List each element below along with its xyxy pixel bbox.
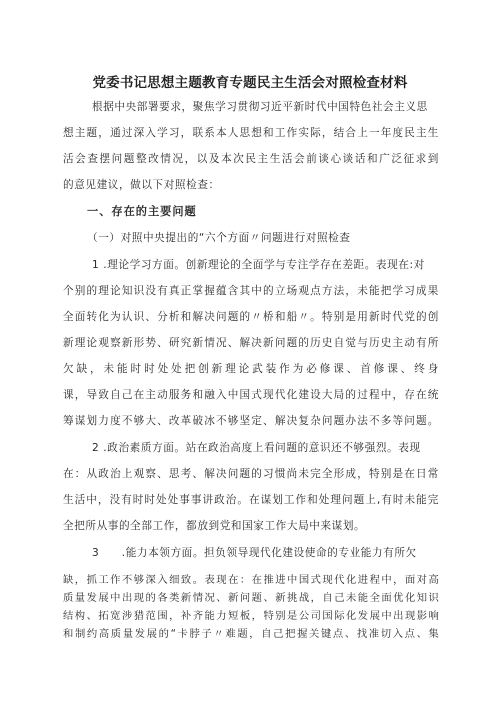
body-line: 在：从政治上观察、思考、解决问题的习惯尚未完全形成，特别是在日常 bbox=[63, 468, 439, 480]
body-line: 的意见建议，做以下对照检查： bbox=[63, 179, 220, 191]
body-line: 1 .理论学习方面。创新理论的全面学与专注学存在差距。表现在:对 bbox=[92, 259, 425, 271]
body-line: 个别的理论知识没有真正掌握蕴含其中的立场观点方法，未能把学习成果 bbox=[63, 285, 439, 297]
body-line: 缺，抓工作不够深入细致。表现在：在推进中国式现代化进程中，面对高 bbox=[63, 574, 439, 586]
body-line: 想主题，通过深入学习，联系本人思想和工作实际，结合上一年度民主生 bbox=[63, 127, 439, 139]
section-heading: 一、存在的主要问题 bbox=[87, 205, 197, 218]
subsection-heading: （一）对照中央提出的“六个方面〃问题进行对照检查 bbox=[87, 232, 351, 244]
body-line: 欠缺，未能时时处处把创新理论武装作为必修课、首修课、终身 bbox=[63, 363, 439, 375]
body-line: 全把所从事的全部工作，都放到党和国家工作大局中来谋划。 bbox=[63, 520, 366, 532]
body-line: 全面转化为认识、分析和解决问题的〃桥和船〃。特别是用新时代党的创 bbox=[63, 311, 439, 323]
body-line: 新理论观察新形势、研究新情况、解决新问题的历史自觉与历史主动有所 bbox=[63, 337, 439, 349]
body-line: 和制约高质量发展的“卡脖子〃难题，自己把握关键点、找准切入点、集 bbox=[63, 628, 439, 640]
body-line: 质量发展中出现的各类新情况、新问题、新挑战，自己未能全面优化知识 bbox=[63, 592, 439, 604]
body-line: 结构、拓宽涉猎范围，补齐能力短板，特别是公司国际化发展中出现影响 bbox=[63, 610, 439, 622]
body-line: 根据中央部署要求，聚焦学习贯彻习近平新时代中国特色社会主义思 bbox=[92, 101, 428, 113]
body-line: 生活中，没有时时处处事事讲政治。在谋划工作和处理问题上,有时未能完 bbox=[63, 494, 439, 506]
document-title: 党委书记思想主题教育专题民主生活会对照检查材料 bbox=[92, 75, 408, 91]
body-line: 2 .政治素质方面。站在政治高度上看问题的意识还不够强烈。表现 bbox=[92, 442, 421, 454]
body-line: 3 .能力本领方面。担负领导现代化建设使命的专业能力有所欠 bbox=[92, 547, 417, 559]
body-line: 筹谋划力度不够大、改革破冰不够坚定、解决复杂问题办法不多等问题。 bbox=[63, 415, 439, 427]
body-line: 课，导致自己在主动服务和融入中国式现代化建设大局的过程中，存在统 bbox=[63, 389, 439, 401]
body-line: 活会查摆问题整改情况，以及本次民主生活会前谈心谈话和广泛征求到 bbox=[63, 153, 439, 165]
